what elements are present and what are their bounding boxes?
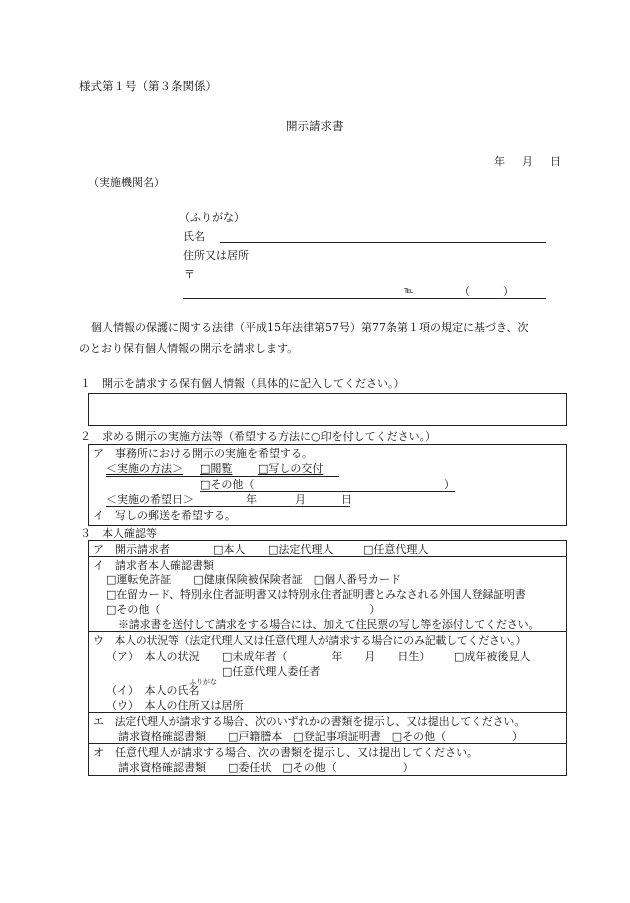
section2-heading: ２ 求める開示の実施方法等（希望する方法に○印を付してください。） bbox=[80, 430, 437, 443]
intro-line-2: のとおり保有個人情報の開示を請求します。 bbox=[79, 342, 299, 355]
requester-type-label: ア 開示請求者 bbox=[93, 543, 170, 556]
method-other-field[interactable] bbox=[200, 491, 455, 492]
date-wish-month[interactable]: 月 bbox=[295, 493, 306, 506]
section3-divider-3 bbox=[88, 712, 567, 713]
id-docs-options-2[interactable]: □在留カード、特別永住者証明書又は特別永住者証明書とみなされる外国人登録証明書 bbox=[106, 588, 526, 601]
section3-heading: ３ 本人確認等 bbox=[80, 527, 157, 540]
postal-mark: 〒 bbox=[184, 268, 195, 281]
requester-voluntary-checkbox[interactable]: □任意代理人 bbox=[363, 543, 429, 556]
section3-divider-4 bbox=[88, 743, 567, 744]
person-name-label: （イ） 本人の氏名 bbox=[106, 684, 200, 697]
method-label: ＜実施の方法＞ bbox=[106, 462, 183, 475]
date-wish-day[interactable]: 日 bbox=[341, 493, 352, 506]
method-copy-checkbox[interactable]: □写しの交付 bbox=[258, 462, 324, 475]
agency-name[interactable]: （実施機関名） bbox=[88, 176, 165, 189]
form-number: 様式第１号（第３条関係） bbox=[79, 79, 217, 93]
furigana-label: （ふりがな） bbox=[179, 211, 245, 224]
person-name-ruby: ふりがな bbox=[189, 678, 217, 686]
adult-ward-checkbox[interactable]: □成年被後見人 bbox=[454, 650, 531, 663]
name-field[interactable] bbox=[220, 242, 546, 243]
intro-line-1: 個人情報の保護に関する法律（平成15年法律第57号）第77条第１項の規定に基づき、次 bbox=[91, 321, 529, 334]
date-wish-label: ＜実施の希望日＞ bbox=[106, 493, 194, 506]
section2-option-a[interactable]: ア 事務所における開示の実施を希望する。 bbox=[93, 447, 313, 460]
id-docs-options-1[interactable]: □運転免許証 □健康保険被保険者証 □個人番号カード bbox=[106, 573, 402, 586]
requester-legal-checkbox[interactable]: □法定代理人 bbox=[268, 543, 334, 556]
date-wish-underline bbox=[106, 506, 350, 507]
tel-label: ℡ bbox=[404, 286, 414, 296]
tel-parens[interactable]: （ ） bbox=[459, 285, 514, 298]
section3-divider-2 bbox=[88, 631, 567, 632]
method-other-close: ） bbox=[444, 478, 455, 491]
person-status-label: ウ 本人の状況等（法定代理人又は任意代理人が請求する場合にのみ記載してください。） bbox=[93, 634, 527, 647]
date-line[interactable]: 年 月 日 bbox=[494, 155, 564, 168]
name-label: 氏名 bbox=[183, 230, 205, 243]
id-docs-label: イ 請求者本人確認書類 bbox=[93, 559, 214, 572]
voluntary-agent-docs-label: オ 任意代理人が請求する場合、次の書類を提示し、又は提出してください。 bbox=[93, 746, 478, 759]
legal-agent-docs-label: エ 法定代理人が請求する場合、次のいずれかの書類を提示し、又は提出してください。 bbox=[93, 715, 525, 728]
minor-checkbox[interactable]: □未成年者（ 年 月 日生） bbox=[222, 650, 431, 663]
date-wish-year[interactable]: 年 bbox=[246, 493, 257, 506]
address-field[interactable] bbox=[183, 298, 546, 299]
person-address-label: （ウ） 本人の住所又は居所 bbox=[106, 699, 244, 712]
voluntary-agent-docs-options[interactable]: 請求資格確認書類 □委任状 □その他（ ） bbox=[118, 761, 414, 774]
form-title: 開示請求書 bbox=[286, 119, 344, 133]
address-label: 住所又は居所 bbox=[183, 249, 249, 262]
principal-checkbox[interactable]: □任意代理人委任者 bbox=[222, 665, 321, 678]
person-status-sub-a: （ア） 本人の状況 bbox=[106, 650, 200, 663]
section1-heading: １ 開示を請求する保有個人情報（具体的に記入してください。） bbox=[80, 377, 405, 390]
section1-input-box[interactable] bbox=[88, 393, 567, 426]
method-other-checkbox[interactable]: □その他（ bbox=[200, 478, 255, 491]
id-docs-other[interactable]: □その他（ ） bbox=[106, 603, 381, 616]
section2-option-i[interactable]: イ 写しの郵送を希望する。 bbox=[93, 509, 236, 522]
legal-agent-docs-options[interactable]: 請求資格確認書類 □戸籍謄本 □登記事項証明書 □その他（ ） bbox=[118, 730, 524, 743]
section3-divider-1 bbox=[88, 556, 567, 557]
method-underline bbox=[106, 476, 339, 477]
method-view-checkbox[interactable]: □閲覧 bbox=[200, 462, 233, 475]
requester-self-checkbox[interactable]: □本人 bbox=[213, 543, 246, 556]
id-docs-note: ※請求書を送付して請求をする場合には、加えて住民票の写し等を添付してください。 bbox=[118, 618, 540, 631]
